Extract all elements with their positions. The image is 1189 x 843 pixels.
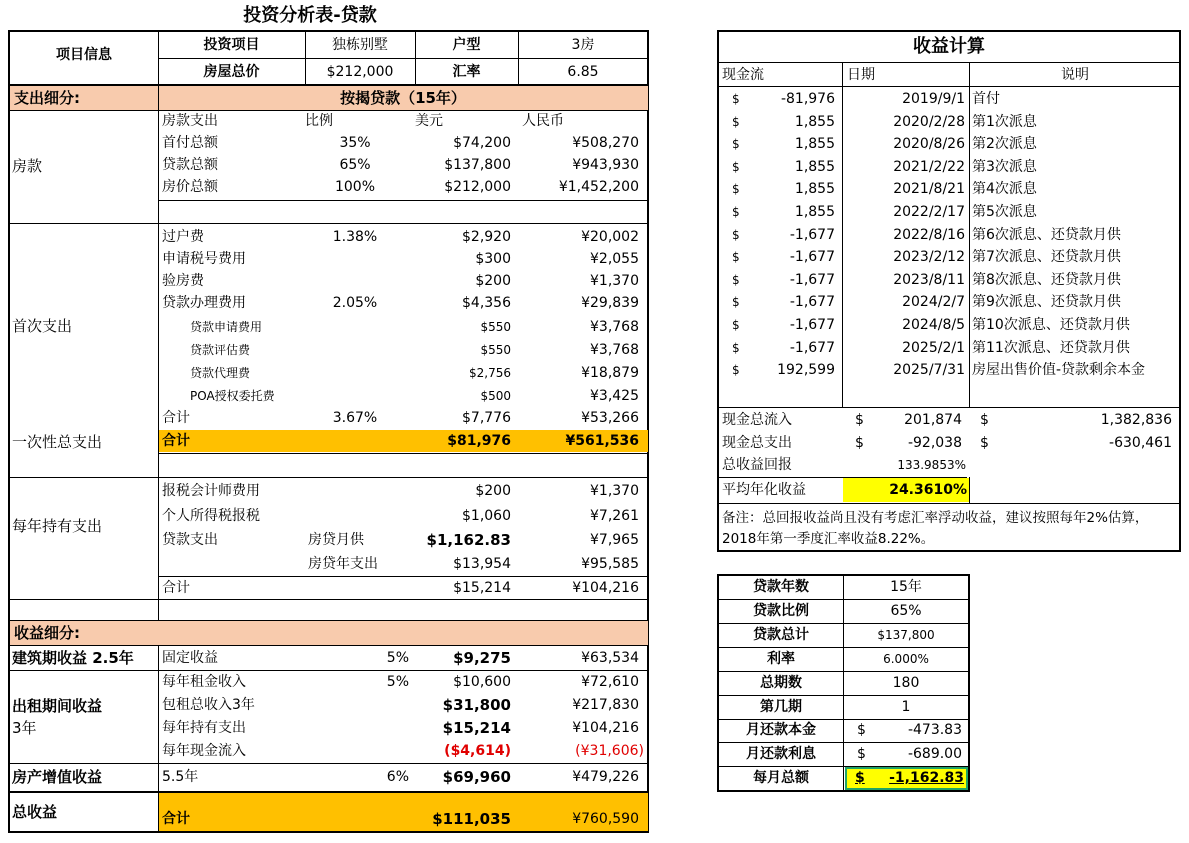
rental-row-3-usd: ($4,614)	[444, 743, 511, 759]
returns-row-cashflow: 1,855	[794, 158, 835, 175]
first-subtotal-cny: ¥53,266	[581, 410, 639, 426]
project-info-label: 项目信息	[56, 47, 112, 63]
total-return-label: 总收益回报	[722, 457, 792, 473]
annual-return-label: 平均年化收益	[722, 482, 806, 498]
returns-row-date: 2020/8/26	[893, 136, 965, 153]
annual-row-0-name: 报税会计师费用	[162, 483, 260, 499]
loan-total-value: -1,162.83	[889, 770, 964, 786]
house-row-2-pct: 100%	[334, 179, 376, 195]
construction-usd: $9,275	[453, 649, 511, 667]
annual-total-name: 合计	[162, 580, 190, 596]
returns-row-date: 2019/9/1	[902, 91, 965, 107]
loan-row-divider	[719, 695, 969, 696]
annual-row-2-name: 贷款支出	[162, 532, 218, 548]
annual-row-2-usd: $1,162.83	[426, 531, 511, 549]
loan-row-value: 65%	[890, 603, 922, 619]
first-sub-0-name: 贷款申请费用	[190, 320, 263, 334]
first-subtotal-name: 合计	[162, 410, 190, 426]
returns-row-note: 第11次派息、还贷款月供	[972, 339, 1130, 356]
outflow-cny: -630,461	[1109, 435, 1172, 451]
rental-row-3-cny: (¥31,606)	[575, 743, 644, 759]
returns-row-currency: $	[732, 318, 740, 332]
loan-row-value: 15年	[890, 579, 922, 595]
annual-return-value: 24.3610%	[889, 482, 967, 498]
first-row-3-name: 贷款办理费用	[162, 295, 246, 311]
annual-row-1-name: 个人所得税报税	[162, 508, 260, 524]
returns-row-note: 第7次派息、还贷款月供	[972, 249, 1121, 266]
first-row-0-pct: 1.38%	[332, 229, 378, 245]
annual-row-2-sub: 房贷月供	[308, 532, 364, 548]
exchange-rate-value: 6.85	[567, 64, 599, 80]
returns-row-cashflow: -1,677	[789, 271, 835, 288]
mortgage-title: 按揭贷款（15年）	[340, 89, 466, 107]
inflow-cny: 1,382,836	[1100, 412, 1172, 428]
first-row-3-pct: 2.05%	[332, 295, 378, 311]
annual-label: 每年持有支出	[12, 517, 103, 535]
returns-row-currency: $	[732, 363, 740, 378]
house-row-1-name: 贷款总额	[162, 157, 218, 173]
returns-row-date: 2024/8/5	[902, 317, 965, 333]
rental-row-0-cny: ¥72,610	[581, 674, 639, 690]
returns-row-date: 2023/2/12	[893, 249, 965, 266]
annual-row-1-usd: $1,060	[462, 508, 511, 524]
appreciation-pct: 6%	[386, 769, 409, 785]
total-income-usd: $111,035	[432, 810, 511, 828]
loan-principal-currency: $	[857, 722, 866, 738]
one-time-total-usd: $81,976	[447, 433, 511, 449]
annual-row-3-cny: ¥95,585	[581, 556, 639, 572]
rental-row-3-name: 每年现金流入	[162, 743, 246, 759]
house-type-label: 户型	[452, 37, 481, 53]
first-row-2-name: 验房费	[162, 273, 204, 289]
first-row-3-usd: $4,356	[462, 295, 511, 311]
loan-row-divider	[719, 599, 969, 600]
house-row-1-pct: 65%	[339, 157, 371, 173]
annual-row-3-sub: 房贷年支出	[308, 556, 378, 572]
house-row-2-name: 房价总额	[162, 179, 218, 195]
house-col-header-1: 比例	[305, 113, 333, 129]
returns-row-cashflow: -81,976	[780, 91, 835, 107]
annual-row-0-usd: $200	[475, 483, 511, 499]
inflow-usd-currency: $	[855, 412, 864, 428]
first-sub-2-name: 贷款代理费	[190, 366, 251, 380]
sheet-title: 投资分析表-贷款	[243, 5, 377, 26]
total-price-label: 房屋总价	[203, 64, 260, 80]
first-sub-0-cny: ¥3,768	[590, 319, 639, 335]
invest-project-label: 投资项目	[203, 37, 260, 53]
loan-principal-label: 月还款本金	[746, 722, 816, 738]
house-col-header-2: 美元	[415, 113, 443, 129]
first-row-2-usd: $200	[475, 273, 511, 289]
outflow-usd: -92,038	[907, 435, 962, 451]
returns-row-date: 2020/2/28	[893, 113, 965, 130]
loan-interest-value: -689.00	[907, 746, 962, 762]
loan-row-label: 第几期	[760, 699, 802, 715]
first-sub-1-cny: ¥3,768	[590, 342, 639, 358]
returns-row-cashflow: 192,599	[777, 362, 835, 379]
returns-row-cashflow: 1,855	[794, 136, 835, 153]
loan-row-label: 贷款年数	[753, 579, 809, 595]
rental-row-2-usd: $15,214	[442, 719, 511, 737]
construction-cny: ¥63,534	[581, 650, 639, 666]
house-col-header-0: 房款支出	[162, 113, 218, 129]
first-row-0-cny: ¥20,002	[581, 229, 639, 245]
construction-name: 固定收益	[162, 650, 218, 666]
one-time-total-name: 合计	[162, 433, 190, 449]
first-subtotal-pct: 3.67%	[332, 410, 378, 426]
returns-row-currency: $	[732, 159, 740, 174]
returns-row-note: 第5次派息	[972, 204, 1037, 220]
annual-total-cny: ¥104,216	[572, 580, 639, 596]
appreciation-years: 5.5年	[162, 769, 199, 785]
construction-label: 建筑期收益 2.5年	[12, 649, 134, 667]
returns-row-note: 第3次派息	[972, 158, 1037, 175]
returns-row-cashflow: -1,677	[789, 317, 835, 333]
returns-row-date: 2022/2/17	[893, 204, 965, 220]
appreciation-cny: ¥479,226	[572, 769, 639, 785]
expense-section-label: 支出细分:	[14, 89, 80, 107]
loan-row-label: 总期数	[760, 675, 802, 691]
first-subtotal-usd: $7,776	[462, 410, 511, 426]
total-price-value: $212,000	[326, 64, 394, 80]
annual-row-0-cny: ¥1,370	[590, 483, 639, 499]
returns-row-date: 2023/8/11	[893, 271, 965, 288]
returns-row-cashflow: 1,855	[794, 113, 835, 130]
house-row-0-pct: 35%	[339, 135, 371, 151]
loan-interest-label: 月还款利息	[746, 746, 816, 762]
returns-row-date: 2021/8/21	[893, 181, 965, 198]
first-sub-2-cny: ¥18,879	[581, 365, 639, 381]
outflow-cny-currency: $	[980, 435, 989, 451]
loan-row-label: 利率	[767, 651, 795, 667]
first-sub-1-usd: $550	[480, 343, 511, 357]
one-time-label: 一次性总支出	[12, 433, 103, 451]
first-sub-3-cny: ¥3,425	[590, 388, 639, 404]
returns-row-cashflow: -1,677	[789, 339, 835, 356]
returns-col-note: 说明	[1061, 67, 1089, 83]
loan-total-currency: $	[855, 770, 865, 786]
first-row-1-name: 申请税号费用	[162, 251, 246, 267]
first-sub-2-usd: $2,756	[469, 366, 511, 380]
house-col-header-3: 人民币	[522, 113, 564, 129]
returns-row-currency: $	[732, 182, 740, 197]
loan-row-divider	[719, 623, 969, 624]
total-return-value: 133.9853%	[897, 458, 966, 472]
returns-row-currency: $	[732, 272, 740, 287]
inflow-label: 现金总流入	[722, 412, 792, 428]
appreciation-usd: $69,960	[442, 768, 511, 786]
returns-row-note: 第1次派息	[972, 113, 1037, 130]
first-row-3-cny: ¥29,839	[581, 295, 639, 311]
construction-pct: 5%	[386, 650, 409, 666]
returns-row-note: 首付	[972, 91, 1000, 107]
returns-note: 备注：总回报收益尚且没有考虑汇率浮动收益，建议按照每年2%估算，2018年第一季度汇率收益8.22%。	[722, 510, 1149, 547]
house-row-2-cny: ¥1,452,200	[558, 179, 639, 195]
house-row-0-name: 首付总额	[162, 135, 218, 151]
returns-row-note: 第8次派息、还贷款月供	[972, 271, 1121, 288]
returns-row-note: 第2次派息	[972, 136, 1037, 153]
loan-row-divider	[719, 671, 969, 672]
rental-row-0-usd: $10,600	[453, 674, 511, 690]
returns-row-note: 第6次派息、还贷款月供	[972, 226, 1121, 243]
returns-row-currency: $	[732, 250, 740, 265]
inflow-cny-currency: $	[980, 412, 989, 428]
total-income-label: 总收益	[12, 803, 58, 821]
rental-label-1: 出租期间收益	[12, 697, 103, 715]
returns-row-date: 2025/2/1	[902, 339, 965, 356]
returns-row-date: 2022/8/16	[893, 226, 965, 243]
first-sub-0-usd: $550	[480, 320, 511, 334]
first-row-2-cny: ¥1,370	[590, 273, 639, 289]
house-type-value: 3房	[571, 37, 595, 53]
house-row-0-usd: $74,200	[453, 135, 511, 151]
loan-total-label: 每月总额	[753, 770, 809, 786]
inflow-usd: 201,874	[904, 412, 962, 428]
loan-row-value: $137,800	[877, 628, 935, 642]
rental-row-1-usd: $31,800	[442, 696, 511, 714]
annual-row-3-usd: $13,954	[453, 556, 511, 572]
loan-row-value: 6.000%	[883, 652, 929, 666]
first-sub-3-usd: $500	[480, 389, 511, 403]
appreciation-label: 房产增值收益	[12, 768, 103, 786]
returns-row-note: 第9次派息、还贷款月供	[972, 294, 1121, 311]
returns-row-cashflow: -1,677	[789, 226, 835, 243]
returns-row-note: 房屋出售价值-贷款剩余本金	[972, 362, 1146, 379]
returns-col-date: 日期	[847, 67, 875, 83]
loan-row-value: 180	[892, 675, 920, 691]
exchange-rate-label: 汇率	[452, 64, 481, 80]
rental-row-2-cny: ¥104,216	[572, 720, 639, 736]
house-label: 房款	[12, 157, 43, 175]
rental-row-1-name: 包租总收入3年	[162, 697, 255, 713]
loan-row-value: 1	[901, 699, 911, 715]
returns-row-cashflow: -1,677	[789, 294, 835, 311]
returns-row-currency: $	[732, 205, 740, 219]
first-row-1-cny: ¥2,055	[590, 251, 639, 267]
house-row-1-usd: $137,800	[444, 157, 511, 173]
returns-row-date: 2021/2/22	[893, 158, 965, 175]
loan-interest-currency: $	[857, 746, 866, 762]
first-sub-1-name: 贷款评估费	[190, 343, 251, 357]
total-income-cny: ¥760,590	[572, 811, 639, 827]
first-row-0-name: 过户费	[162, 229, 204, 245]
rental-row-0-name: 每年租金收入	[162, 674, 246, 690]
returns-row-cashflow: 1,855	[794, 204, 835, 220]
loan-row-label: 贷款比例	[753, 603, 809, 619]
first-row-1-usd: $300	[475, 251, 511, 267]
returns-row-currency: $	[732, 295, 740, 310]
returns-row-currency: $	[732, 92, 740, 106]
returns-row-date: 2024/2/7	[902, 294, 965, 311]
returns-row-cashflow: -1,677	[789, 249, 835, 266]
loan-principal-value: -473.83	[907, 722, 962, 738]
house-row-0-cny: ¥508,270	[572, 135, 639, 151]
rental-row-2-name: 每年持有支出	[162, 720, 246, 736]
returns-title: 收益计算	[913, 36, 985, 57]
one-time-total-cny: ¥561,536	[565, 433, 639, 449]
outflow-usd-currency: $	[855, 435, 864, 451]
house-row-2-usd: $212,000	[444, 179, 511, 195]
house-row-1-cny: ¥943,930	[572, 157, 639, 173]
returns-row-currency: $	[732, 114, 740, 129]
annual-total-usd: $15,214	[453, 580, 511, 596]
rental-row-0-pct: 5%	[386, 674, 409, 690]
income-section-label: 收益细分:	[14, 624, 80, 642]
returns-row-note: 第10次派息、还贷款月供	[972, 317, 1130, 333]
loan-row-divider	[719, 647, 969, 648]
annual-row-2-cny: ¥7,965	[590, 532, 639, 548]
outflow-label: 现金总支出	[722, 435, 792, 451]
returns-row-currency: $	[732, 137, 740, 152]
annual-row-1-cny: ¥7,261	[590, 508, 639, 524]
rental-row-1-cny: ¥217,830	[572, 697, 639, 713]
returns-row-cashflow: 1,855	[794, 181, 835, 198]
first-expense-label: 首次支出	[12, 317, 73, 335]
returns-row-date: 2025/7/31	[893, 362, 965, 379]
total-income-name: 合计	[162, 811, 190, 827]
returns-row-note: 第4次派息	[972, 181, 1037, 198]
loan-row-label: 贷款总计	[753, 627, 809, 643]
returns-col-cashflow: 现金流	[722, 67, 764, 83]
invest-project-value: 独栋别墅	[332, 37, 388, 53]
first-row-0-usd: $2,920	[462, 229, 511, 245]
rental-label-2: 3年	[12, 719, 37, 737]
returns-row-currency: $	[732, 227, 740, 242]
returns-row-currency: $	[732, 340, 740, 355]
first-sub-3-name: POA授权委托费	[190, 389, 275, 403]
